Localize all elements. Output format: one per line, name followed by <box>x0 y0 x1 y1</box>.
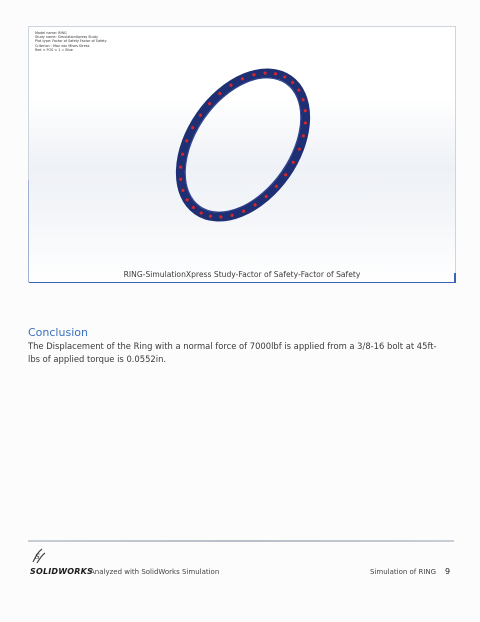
solidworks-logo-text: SOLIDWORKS <box>30 567 94 576</box>
plot-info-line: Plot type: Factor of Safety Factor of Safety <box>35 39 107 44</box>
conclusion-paragraph: The Displacement of the Ring with a normal force of 7000lbf is applied from a 3/8-16 bolt at 45ft-lbs of applied torque is 0.0552in. <box>28 341 437 364</box>
frame-accent-corner <box>454 273 456 283</box>
figure-caption: RING-SimulationXpress Study-Factor of Safety-Factor of Safety <box>123 270 361 279</box>
plot-info-line: Study name: SimulationXpress Study <box>35 35 99 40</box>
frame-accent-left <box>28 180 29 282</box>
plot-info-line: Model name: RING <box>35 31 67 35</box>
svg-text:S: S <box>35 553 40 561</box>
page-number: 9 <box>445 567 451 576</box>
footer-document-title: Simulation of RING <box>370 568 437 576</box>
simulation-figure <box>28 26 456 283</box>
section-title: Conclusion <box>28 326 88 339</box>
ring-model <box>29 27 455 282</box>
ds-logo-icon <box>30 547 48 565</box>
footer-analyzed-text: Analyzed with SolidWorks Simulation <box>90 568 220 576</box>
frame-accent-line <box>29 282 455 283</box>
plot-info-line: Red < FOS < 1 = Blue <box>35 47 73 52</box>
footer-divider <box>28 540 454 542</box>
plot-info-line: Criterion : Max von Mises Stress <box>35 43 90 48</box>
